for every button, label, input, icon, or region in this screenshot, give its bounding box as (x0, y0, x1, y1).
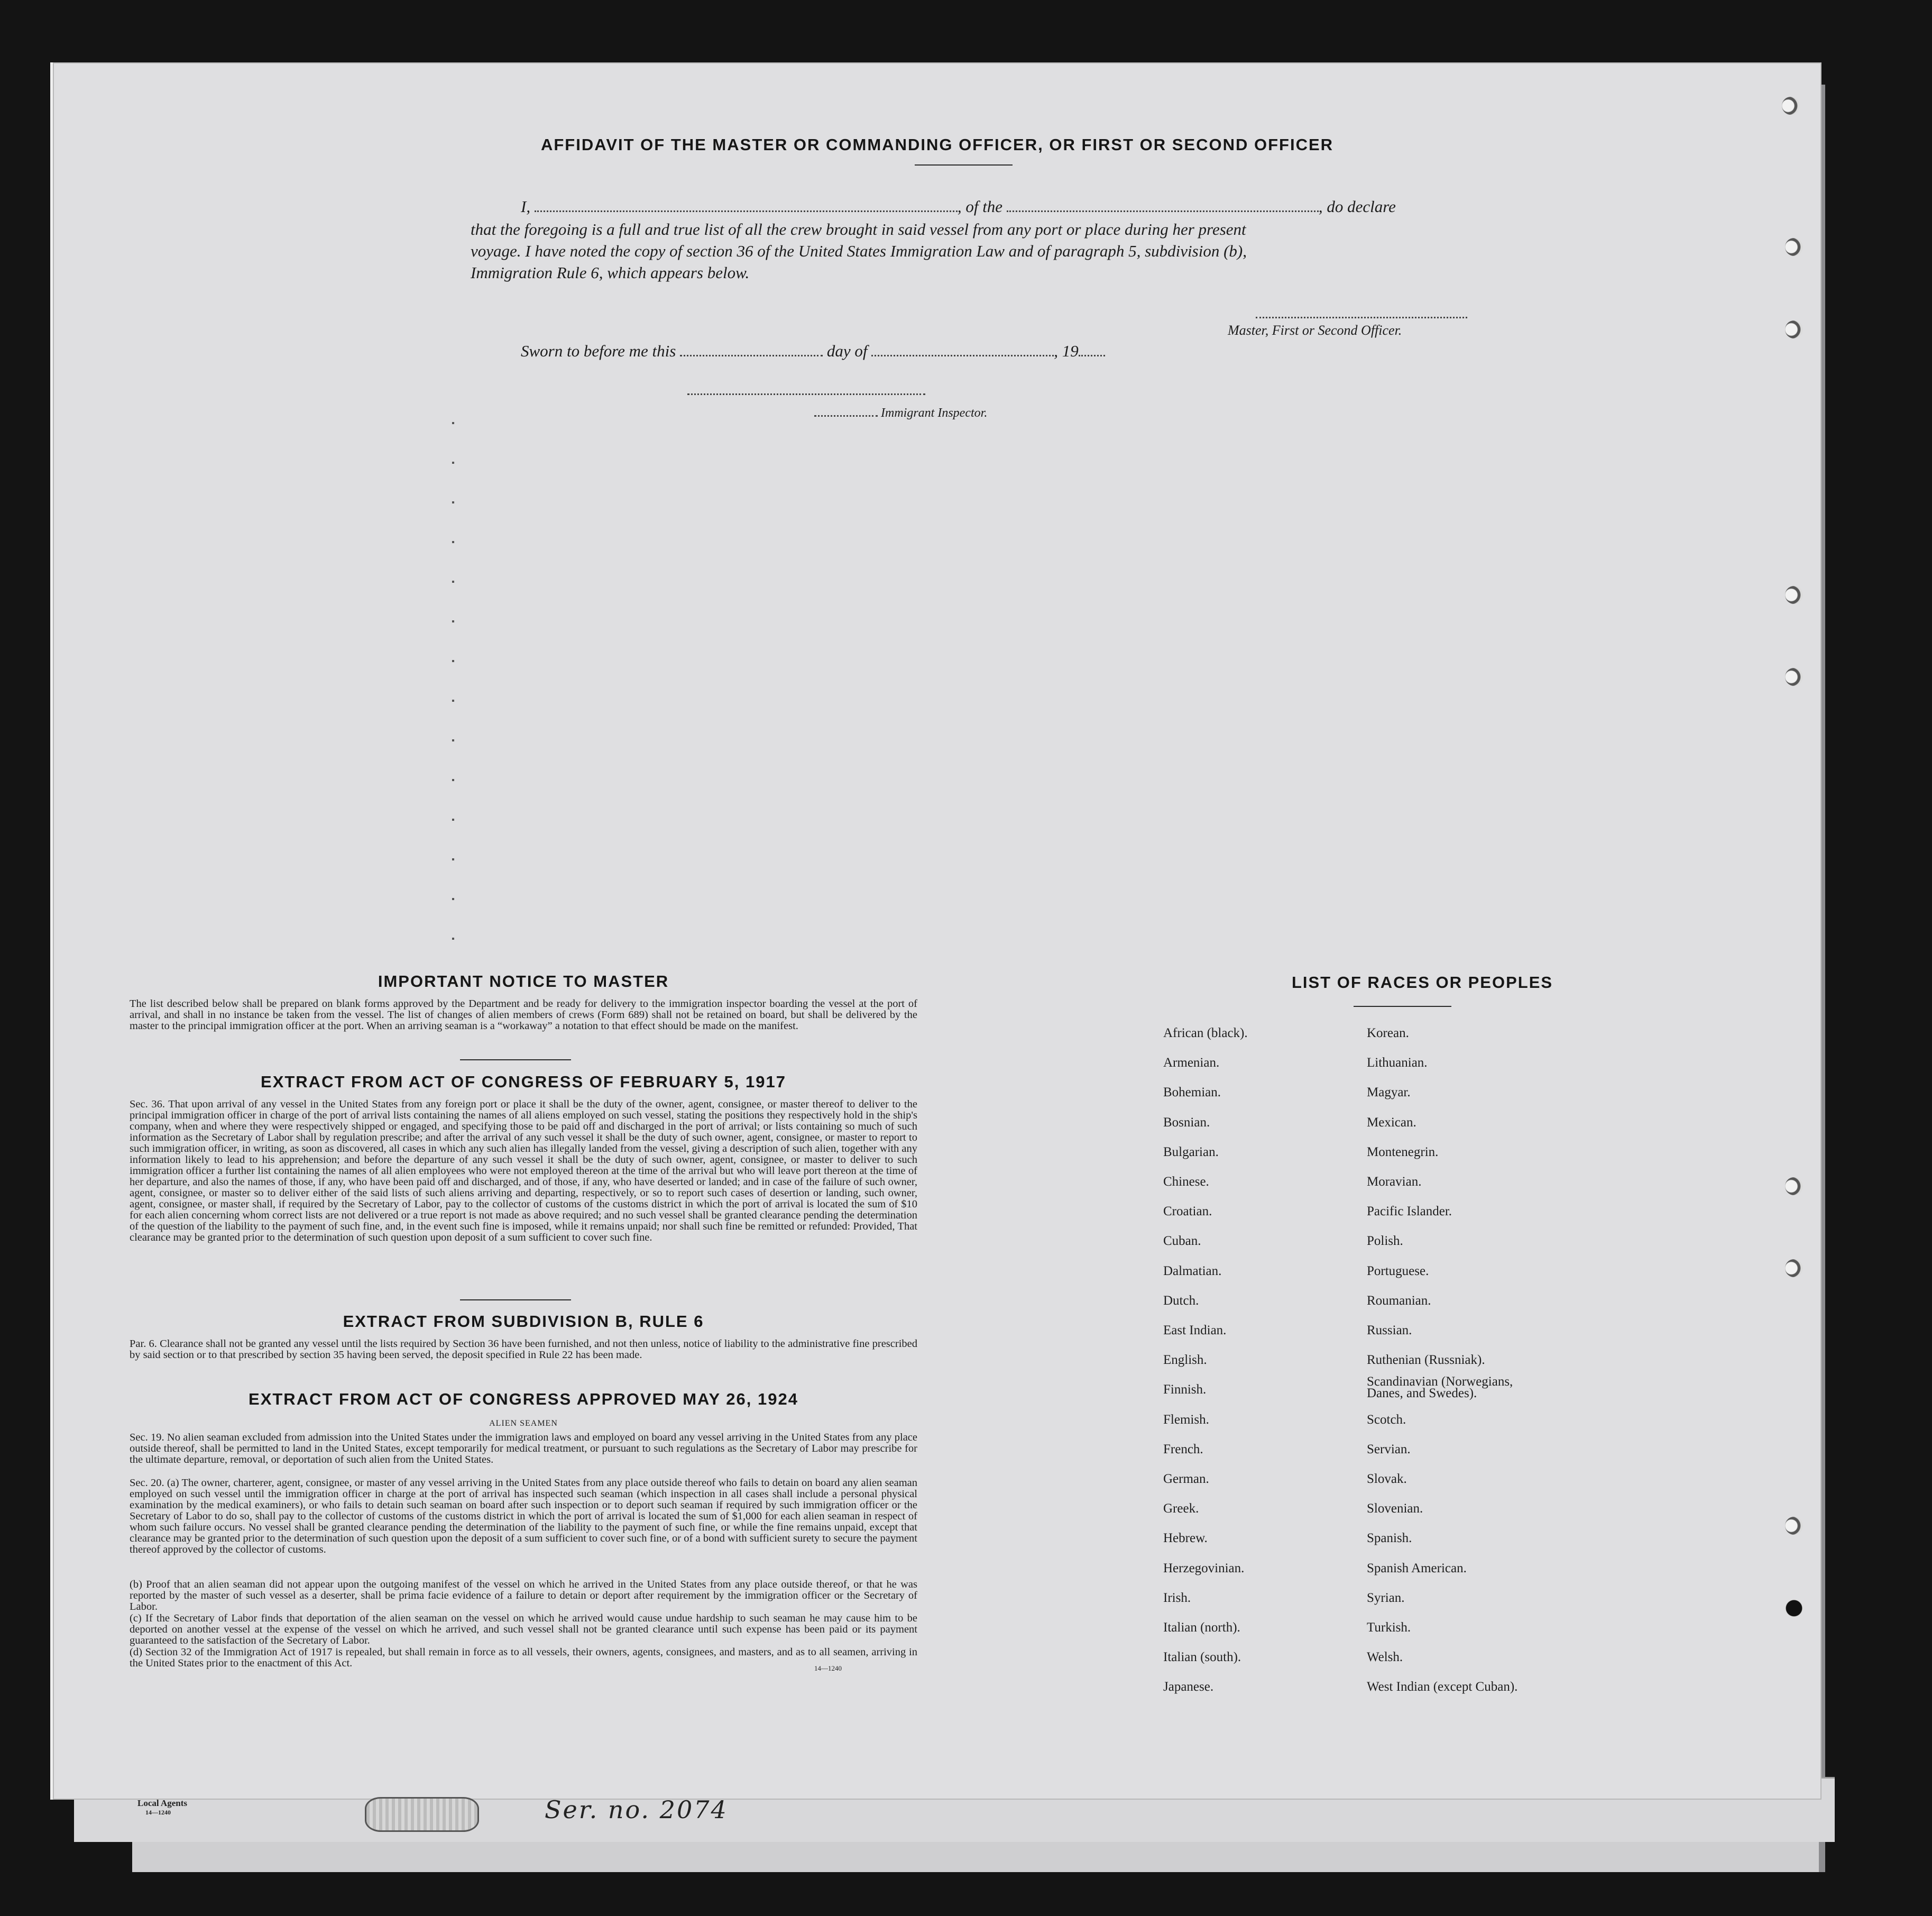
extract-1924-sec20b: (b) Proof that an alien seaman did not appear upon the outgoing manifest of the vessel on which he arrived in the United States from any place outside thereof, or that he was reported by the master of such vessel as a deserter, shall be prima facie evidence of a failure to detain or deport after requirement by the immigration officer or the Secretary of Labor. (130, 1579, 917, 1612)
race-entry: Syrian. (1367, 1590, 1405, 1605)
extract-1924-sec20d: (d) Section 32 of the Immigration Act of 1917 is repealed, but shall remain in force as to all vessels, their owners, agents, consignees, and masters, and as to all seamen, arriving in the United States prior to the enactment of this Act. (130, 1646, 917, 1669)
race-entry: Montenegrin. (1367, 1144, 1439, 1159)
race-entry: Magyar. (1367, 1085, 1411, 1100)
binder-hole (1785, 320, 1803, 338)
margin-tick (452, 660, 454, 662)
race-entry: Bohemian. (1163, 1085, 1221, 1100)
year-blank[interactable] (1079, 354, 1105, 356)
handwritten-serial-note: Ser. no. 2074 (545, 1795, 728, 1824)
rule6-body: Par. 6. Clearance shall not be granted any vessel until the lists required by Section 36 have been furnished, and not then unless, notice of liability to the administrative fine prescribed by said section or to that prescribed by section 35 having been served, the deposit specified in Rule 22 has been made. (130, 1338, 917, 1361)
margin-tick (452, 422, 454, 424)
inspector-text: Immigrant Inspector. (881, 406, 988, 420)
notice-rule (460, 1059, 571, 1060)
binder-hole (1785, 1517, 1803, 1535)
race-entry: Slovenian. (1367, 1501, 1423, 1516)
race-entry: Korean. (1367, 1026, 1409, 1040)
race-entry: Japanese. (1163, 1680, 1214, 1694)
extract-1917-title: EXTRACT FROM ACT OF CONGRESS OF FEBRUARY 5, 1917 (261, 1072, 786, 1091)
binder-hole (1782, 97, 1800, 115)
signature-label: Master, First or Second Officer. (1228, 323, 1402, 338)
inspector-signature-blank[interactable] (687, 393, 925, 395)
affidavit-of-the: , of the (957, 197, 1003, 216)
extract-1924-sec19: Sec. 19. No alien seaman excluded from admission into the United States under the immigration laws and employed on board any vessel arriving in the United States from any place outside thereof, shall be permitted to land in the United States, except temporarily for medical treatment, or pursuant to such regulations as the Secretary of Labor may prescribe for the ultimate departure, removal, or deportation of such alien from the United States. (130, 1432, 917, 1465)
race-entry: Bosnian. (1163, 1115, 1210, 1130)
race-entry: German. (1163, 1472, 1209, 1486)
race-entry: Scotch. (1367, 1412, 1406, 1427)
binder-hole (1785, 668, 1803, 686)
race-entry: Polish. (1367, 1234, 1403, 1249)
margin-tick (452, 541, 454, 543)
year-prefix: , 19 (1054, 342, 1079, 360)
race-entry: Scandinavian (Norwegians, Danes, and Swedes). (1367, 1374, 1513, 1401)
races-rule (1354, 1006, 1451, 1007)
race-entry: Pacific Islander. (1367, 1204, 1452, 1219)
race-entry: Turkish. (1367, 1620, 1411, 1635)
race-entry: Flemish. (1163, 1412, 1209, 1427)
race-entry: Spanish American. (1367, 1561, 1467, 1575)
form-page (50, 62, 1821, 1800)
footer-form-number: 14—1240 (145, 1809, 171, 1816)
race-entry: English. (1163, 1353, 1207, 1368)
binder-hole (1785, 1259, 1803, 1277)
race-entry: Croatian. (1163, 1204, 1212, 1219)
races-title: LIST OF RACES OR PEOPLES (1291, 973, 1553, 992)
rule6-title: EXTRACT FROM SUBDIVISION B, RULE 6 (343, 1312, 704, 1331)
inspector-label (814, 406, 987, 420)
extract-1924-title: EXTRACT FROM ACT OF CONGRESS APPROVED MAY 26, 1924 (249, 1390, 798, 1408)
margin-tick (452, 620, 454, 622)
race-entry: Mexican. (1367, 1115, 1416, 1130)
race-entry: Dutch. (1163, 1293, 1199, 1308)
extract-1924-sec20a: Sec. 20. (a) The owner, charterer, agent, consignee, or master of any vessel arriving in the United States from any place outside thereof who fails to detain on board any alien seaman employed on such vessel until the immigration officer in charge at the port of arrival has inspected such seaman (which inspection in all cases shall include a personal physical examination by the medical examiners), or who fails to detain such seaman on board after such inspection or to deport such seaman if required by such immigration officer or the Secretary of Labor to do so, shall pay to the collector of customs of the customs district in which the port of arrival is located the sum of $1,000 for each alien seaman in respect of whom such failure occurs. No vessel shall be granted clearance pending the determination of the liability to the payment of such fine, or while the fine remains unpaid, except that clearance may be granted prior to the determination of such question upon the deposit of a sum sufficient to cover such fine, or of a bond with sufficient surety to secure the payment thereof approved by the collector of customs. (130, 1477, 917, 1555)
race-entry: Hebrew. (1163, 1531, 1208, 1546)
race-entry: Chinese. (1163, 1175, 1209, 1189)
race-entry: Dalmatian. (1163, 1263, 1222, 1278)
race-entry: Greek. (1163, 1501, 1199, 1516)
margin-tick (452, 739, 454, 741)
race-entry: Servian. (1367, 1442, 1411, 1456)
race-entry: West Indian (except Cuban). (1367, 1680, 1518, 1694)
notice-body: The list described below shall be prepared on blank forms approved by the Department and be ready for delivery to the immigration inspector boarding the vessel at the port of arrival, and shall in no instance be taken from the vessel. The list of changes of alien members of crews (Form 689) shall not be retained on board, but shall be delivered by the master to the principal immigration officer at the port. When an arriving seaman is a “workaway” a notation to that effect should be made on the manifest. (130, 998, 917, 1032)
race-entry: African (black). (1163, 1026, 1248, 1040)
inspector-lead-dots (814, 415, 878, 417)
race-entry: East Indian. (1163, 1323, 1227, 1337)
signature-blank[interactable] (1256, 316, 1467, 318)
race-entry: Armenian. (1163, 1056, 1220, 1070)
extract-1924-sec20c: (c) If the Secretary of Labor finds that deportation of the alien seaman on the vessel on which he arrived would cause undue hardship to such seaman he may cause him to be deported on another vessel at the expense of the vessel on which he arrived, and such vessel shall not be granted clearance until such expense has been paid or its payment guaranteed to the satisfaction of the Secretary of Labor. (130, 1612, 917, 1646)
race-entry: Italian (south). (1163, 1650, 1241, 1665)
sworn-text: Sworn to before me this (521, 342, 676, 360)
affidavit-line-3: voyage. I have noted the copy of section 36 of the United States Immigration Law and of paragraph 5, subdivision (b), (471, 242, 1247, 260)
vessel-blank[interactable] (1007, 210, 1319, 212)
affidavit-line-4: Immigration Rule 6, which appears below. (471, 263, 750, 282)
affidavit-line-1 (521, 197, 1396, 216)
binder-hole (1785, 238, 1803, 256)
race-entry: Irish. (1163, 1590, 1191, 1605)
day-of-text: day of (826, 342, 868, 360)
margin-tick (452, 858, 454, 860)
margin-tick (452, 938, 454, 940)
affidavit-title: AFFIDAVIT OF THE MASTER OR COMMANDING OFFICER, OR FIRST OR SECOND OFFICER (540, 135, 1334, 154)
race-entry: Slovak. (1367, 1472, 1407, 1486)
race-entry: Russian. (1367, 1323, 1412, 1337)
affidavit-do-declare: , do declare (1318, 197, 1396, 216)
local-agents-label: Local Agents (137, 1798, 187, 1808)
margin-tick (452, 501, 454, 503)
margin-tick (452, 700, 454, 702)
race-entry: Finnish. (1163, 1382, 1207, 1397)
race-entry: Bulgarian. (1163, 1144, 1219, 1159)
affidavit-line-2: that the foregoing is a full and true list of all the crew brought in said vessel from any port or place during her present (471, 220, 1246, 239)
affidavit-i: I, (521, 197, 531, 216)
margin-tick (452, 581, 454, 583)
race-entry: French. (1163, 1442, 1203, 1456)
race-entry: Welsh. (1367, 1650, 1403, 1665)
race-entry: Spanish. (1367, 1531, 1412, 1546)
race-entry: Cuban. (1163, 1234, 1201, 1249)
race-entry: Herzegovinian. (1163, 1561, 1245, 1575)
margin-tick (452, 779, 454, 781)
extract-form-number: 14—1240 (814, 1664, 842, 1672)
sworn-line (521, 342, 1105, 361)
sworn-month-blank[interactable] (871, 354, 1054, 356)
sworn-date-blank[interactable] (680, 354, 823, 356)
race-entry: Italian (north). (1163, 1620, 1240, 1635)
extract-1924-subtitle: ALIEN SEAMEN (489, 1419, 558, 1428)
extract-1917-body: Sec. 36. That upon arrival of any vessel in the United States from any foreign port or place it shall be the duty of the owner, agent, consignee, or master thereof to deliver to the principal immigration officer in charge of the port of arrival lists containing the names of all aliens employed on such vessel, stating the positions they respectively hold in the ship's company, when and where they were respectively shipped or engaged, and specifying those to be paid off and discharged in the port of arrival; or lists containing so much of such information as the Secretary of Labor shall by regulation prescribe; and after the arrival of any such vessel it shall be the duty of such owner, agent, consignee, or master to report to such immigration officer, in writing, as soon as discovered, all cases in which any such alien has illegally landed from the vessel, giving a description of such alien, together with any information likely to lead to his apprehension; and before the departure of any such vessel it shall be the duty of such owner, agent, consignee, or master to deliver to such immigration officer a further list containing the names of all alien employees who were not employed thereon at the time of the arrival but who will leave port thereon at the time of her departure, and also the names of those, if any, who have been paid off and discharged, and of those, if any, who have deserted or landed; and in case of the failure of such owner, agent, consignee, or master so to deliver either of the said lists of such aliens arriving and departing, respectively, or so to report such cases of desertion or landing, such owner, agent, consignee, or master shall, if required by the Secretary of Labor, pay to the collector of customs of the customs district in which the port of arrival is located the sum of $10 for each alien concerning whom correct lists are not delivered or a true report is not made as above required; and no such vessel shall be granted clearance pending the determination of the question of the liability to the payment of such fine, and, in the event such fine is imposed, while it remains unpaid; nor shall such fine be remitted or refunded: Provided, That clearance may be granted prior to the determination of such question upon deposit of a sum sufficient to cover such fine. (130, 1098, 917, 1243)
binder-hole (1785, 586, 1803, 604)
margin-tick (452, 819, 454, 821)
race-entry: Portuguese. (1367, 1263, 1429, 1278)
binder-hole (1785, 1599, 1803, 1617)
title-rule (915, 164, 1013, 166)
notice-title: IMPORTANT NOTICE TO MASTER (378, 972, 669, 991)
ink-stamp (365, 1797, 479, 1832)
margin-tick (452, 898, 454, 900)
race-entry: Roumanian. (1367, 1293, 1431, 1308)
race-entry: Ruthenian (Russniak). (1367, 1353, 1485, 1368)
race-entry: Moravian. (1367, 1175, 1422, 1189)
binder-hole (1785, 1177, 1803, 1195)
margin-tick (452, 462, 454, 464)
extract-1917-rule (460, 1299, 571, 1300)
name-blank[interactable] (535, 210, 958, 212)
race-entry: Lithuanian. (1367, 1056, 1428, 1070)
